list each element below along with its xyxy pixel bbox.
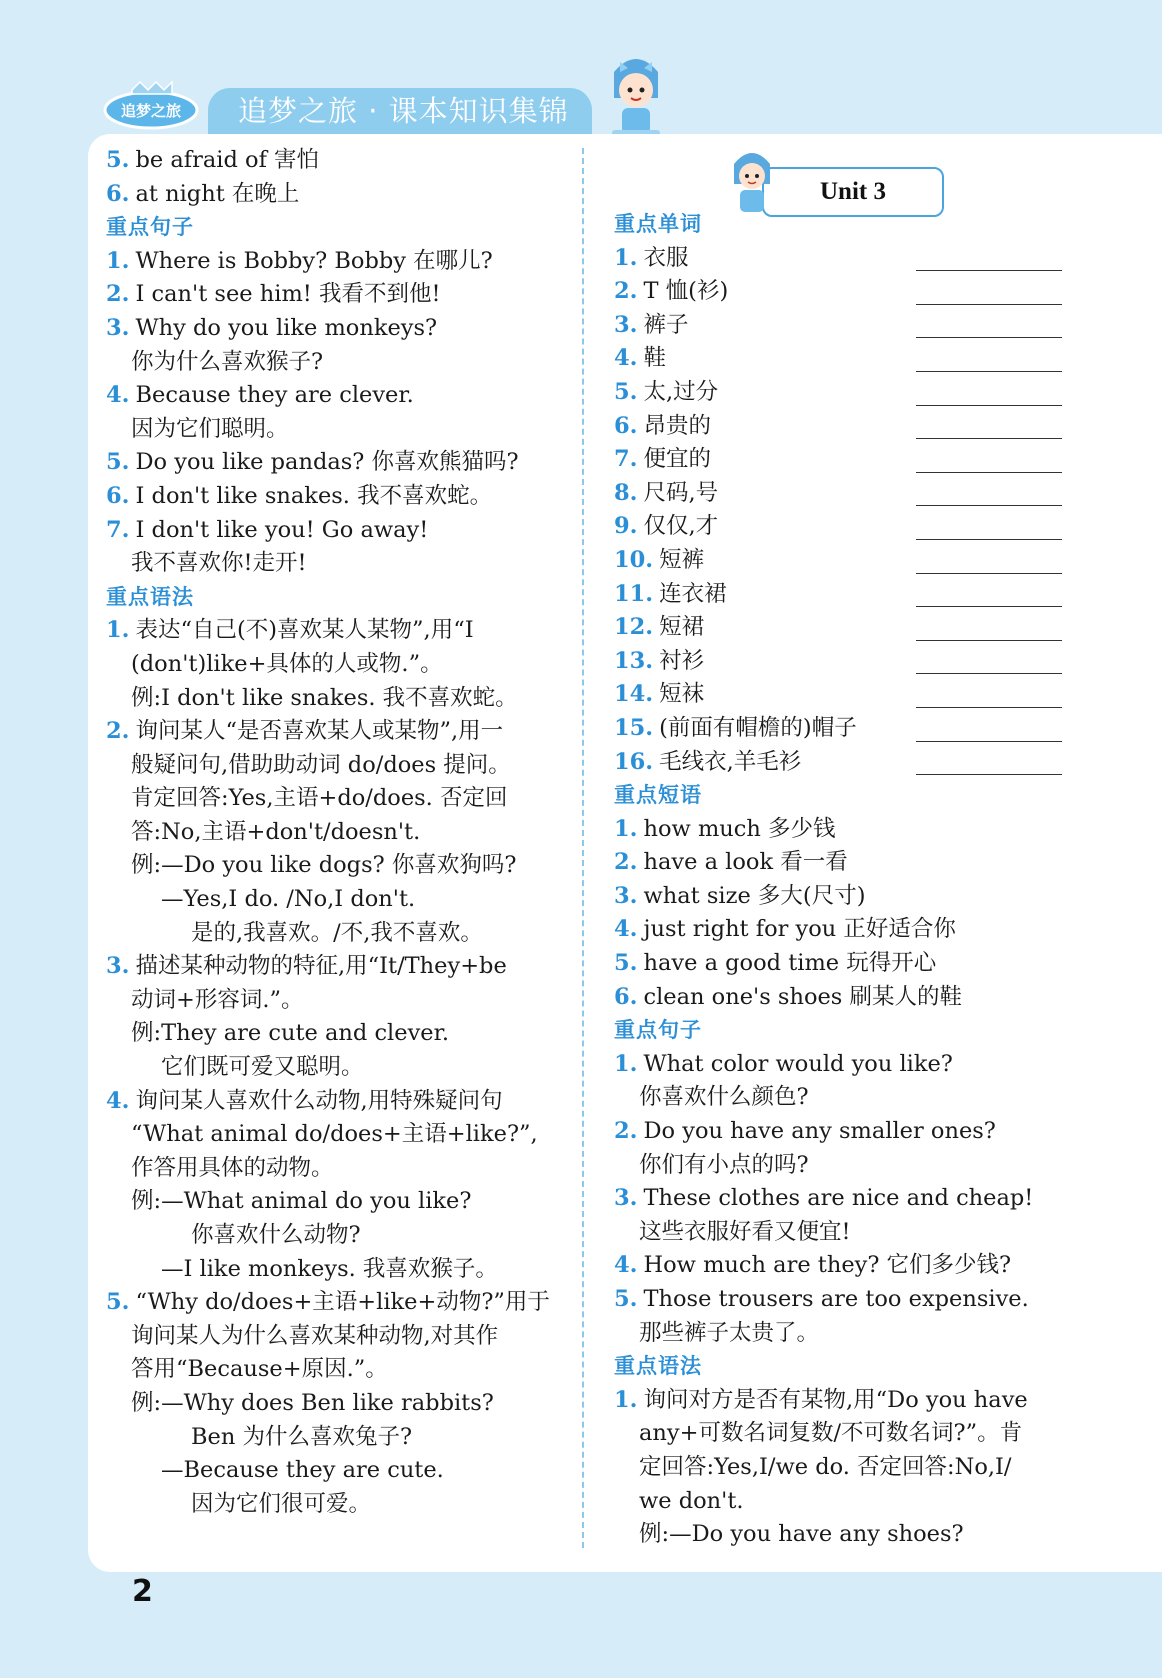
list-item [614, 981, 1062, 1015]
banner-title: 追梦之旅 · 课本知识集锦 [208, 88, 592, 134]
text-line: we don't. [639, 1487, 744, 1514]
item-number: 2. [614, 278, 638, 305]
vocab-item [614, 275, 1062, 309]
section-heading: 重点单词 [614, 212, 702, 236]
text-line: —I like monkeys. 我喜欢猴子。 [161, 1255, 498, 1282]
item-number: 3. [614, 1185, 638, 1212]
vocab-item [614, 611, 1062, 645]
item-number: 11. [614, 580, 654, 607]
logo-text: 追梦之旅 [120, 102, 182, 120]
item-number: 12. [614, 614, 654, 641]
answer-blank[interactable] [916, 371, 1062, 372]
item-number: 7. [614, 446, 638, 473]
item-number: 2. [106, 281, 130, 308]
list-item [106, 278, 558, 312]
item-number: 1. [106, 617, 130, 644]
item-text: 短裙 [659, 614, 705, 641]
item-text: I don't like you! Go away! [135, 516, 429, 543]
text-line: any+可数名词复数/不可数名词?”。肯 [639, 1420, 1023, 1447]
item-number: 1. [106, 247, 130, 274]
vocab-item [614, 342, 1062, 376]
answer-blank[interactable] [916, 774, 1062, 775]
grammar-item [614, 1384, 1062, 1418]
page-number: 2 [132, 1574, 153, 1609]
item-number: 5. [106, 449, 130, 476]
item-text: just right for you 正好适合你 [643, 916, 956, 943]
item-text: 短裤 [659, 546, 705, 573]
vocab-item [614, 578, 1062, 612]
vocab-item [614, 242, 1062, 276]
item-number: 4. [614, 345, 638, 372]
item-text: how much 多少钱 [643, 815, 836, 842]
item-text: 询问某人“是否喜欢某人或某物”,用一 [135, 718, 504, 745]
text-line: “What animal do/does+主语+like?”, [131, 1121, 538, 1148]
item-number: 5. [614, 950, 638, 977]
item-number: 1. [614, 815, 638, 842]
item-number: 3. [614, 311, 638, 338]
item-number: 9. [614, 513, 638, 540]
item-text: 裤子 [643, 311, 689, 338]
answer-blank[interactable] [916, 573, 1062, 574]
answer-blank[interactable] [916, 270, 1062, 271]
list-item [614, 1115, 1062, 1149]
list-item-cont: 因为它们聪明。 [131, 415, 289, 442]
text-line: 是的,我喜欢。/不,我不喜欢。 [191, 919, 483, 946]
list-item [614, 813, 1062, 847]
vocab-item [614, 376, 1062, 410]
item-text: 便宜的 [643, 446, 712, 473]
list-item [614, 947, 1062, 981]
list-item-cont: 你为什么喜欢猴子? [131, 348, 324, 375]
text-line: 定回答:Yes,I/we do. 否定回答:No,I/ [639, 1453, 1012, 1480]
item-number: 13. [614, 647, 654, 674]
item-number: 4. [614, 1252, 638, 1279]
list-item-cont: 那些裤子太贵了。 [639, 1319, 820, 1346]
list-item-cont: 我不喜欢你!走开! [131, 550, 307, 577]
item-number: 5. [106, 1289, 130, 1316]
item-number: 2. [106, 718, 130, 745]
list-item [614, 1283, 1062, 1317]
item-text: I don't like snakes. 我不喜欢蛇。 [135, 482, 493, 509]
text-line: 例:They are cute and clever. [131, 1020, 450, 1047]
list-item-cont: 这些衣服好看又便宜! [639, 1218, 851, 1245]
unit-title: Unit 3 [762, 167, 944, 217]
answer-blank[interactable] [916, 606, 1062, 607]
list-item [106, 379, 558, 413]
item-number: 2. [614, 849, 638, 876]
list-item [614, 1182, 1062, 1216]
section-heading: 重点短语 [614, 783, 702, 808]
text-line: 例:I don't like snakes. 我不喜欢蛇。 [131, 684, 518, 711]
text-line: 动词+形容词.”。 [131, 986, 304, 1013]
item-text: what size 多大(尺寸) [643, 882, 866, 909]
text-line: (don't)like+具体的人或物.”。 [131, 650, 443, 677]
section-heading: 重点语法 [106, 584, 194, 609]
item-number: 3. [106, 314, 130, 341]
item-text: Those trousers are too expensive. [643, 1286, 1029, 1312]
text-line: —Because they are cute. [161, 1457, 444, 1484]
item-number: 15. [614, 714, 654, 741]
list-item [614, 880, 1062, 914]
answer-blank[interactable] [916, 438, 1062, 439]
list-item [614, 1249, 1062, 1283]
list-item [106, 245, 558, 279]
item-text: “Why do/does+主语+like+动物?”用于 [135, 1289, 550, 1316]
item-text: 太,过分 [643, 378, 719, 405]
vocab-item [614, 678, 1062, 712]
answer-blank[interactable] [916, 337, 1062, 338]
item-number: 3. [106, 953, 130, 980]
item-text: 毛线衣,羊毛衫 [659, 748, 802, 775]
answer-blank[interactable] [916, 539, 1062, 540]
list-item-cont: 你们有小点的吗? [639, 1151, 809, 1178]
list-item [614, 913, 1062, 947]
grammar-item [106, 1286, 558, 1320]
left-column [106, 144, 558, 1521]
list-item [106, 312, 558, 346]
item-text: 短袜 [659, 681, 705, 708]
list-item [614, 1048, 1062, 1082]
item-text: 鞋 [643, 345, 667, 372]
answer-blank[interactable] [916, 472, 1062, 473]
mascot-icon [600, 52, 672, 140]
answer-blank[interactable] [916, 673, 1062, 674]
list-item [106, 446, 558, 480]
vocab-item [614, 410, 1062, 444]
item-text: Why do you like monkeys? [135, 314, 438, 341]
item-number: 4. [614, 916, 638, 943]
item-text: 仅仅,才 [643, 513, 719, 540]
item-number: 14. [614, 681, 654, 708]
grammar-item [106, 950, 558, 984]
text-line: 例:—Do you like dogs? 你喜欢狗吗? [131, 852, 517, 879]
text-line: 例:—Do you have any shoes? [639, 1521, 964, 1548]
item-text: 询问对方是否有某物,用“Do you have [643, 1386, 1028, 1413]
item-text: 衣服 [643, 244, 689, 271]
vocab-item [614, 746, 1062, 780]
item-text: 尺码,号 [643, 479, 719, 506]
item-text: 询问某人喜欢什么动物,用特殊疑问句 [135, 1087, 503, 1114]
item-number: 6. [106, 482, 130, 509]
item-number: 1. [614, 1050, 638, 1077]
answer-blank[interactable] [916, 505, 1062, 506]
item-text: (前面有帽檐的)帽子 [659, 714, 857, 741]
item-text: I can't see him! 我看不到他! [135, 281, 441, 308]
item-text: have a look 看一看 [643, 849, 848, 876]
text-line: 答用“Because+原因.”。 [131, 1356, 388, 1383]
text-line: 你喜欢什么动物? [191, 1222, 361, 1248]
answer-blank[interactable] [916, 640, 1062, 641]
text-line: 答:No,主语+don't/doesn't. [131, 818, 421, 845]
item-text: Do you have any smaller ones? [643, 1118, 996, 1145]
text-line: 询问某人为什么喜欢某种动物,对其作 [131, 1322, 499, 1349]
item-number: 5. [106, 147, 130, 173]
text-line: —Yes,I do. /No,I don't. [161, 886, 416, 913]
vocab-item [614, 544, 1062, 578]
vocab-item [614, 477, 1062, 511]
list-item [106, 178, 558, 212]
item-text: How much are they? 它们多少钱? [643, 1252, 1012, 1279]
text-line: 例:—Why does Ben like rabbits? [131, 1389, 494, 1416]
item-number: 1. [614, 244, 638, 271]
item-number: 5. [614, 1286, 638, 1312]
section-heading: 重点句子 [106, 215, 194, 240]
text-line: 因为它们很可爱。 [191, 1490, 372, 1517]
item-text: 连衣裙 [659, 580, 727, 607]
item-text: have a good time 玩得开心 [643, 950, 937, 977]
list-item [106, 514, 558, 548]
item-text: 表达“自己(不)喜欢某人某物”,用“I [135, 617, 474, 644]
item-number: 8. [614, 479, 638, 506]
item-text: These clothes are nice and cheap! [643, 1185, 1034, 1212]
vocab-item [614, 510, 1062, 544]
section-heading: 重点语法 [614, 1354, 702, 1379]
text-line: 肯定回答:Yes,主语+do/does. 否定回 [131, 785, 508, 812]
vocab-item [614, 309, 1062, 343]
grammar-item [106, 614, 558, 648]
item-text: T 恤(衫) [643, 278, 729, 305]
text-line: 作答用具体的动物。 [131, 1154, 334, 1181]
section-heading: 重点句子 [614, 1018, 702, 1043]
list-item-cont: 你喜欢什么颜色? [639, 1084, 809, 1111]
text-line: 例:—What animal do you like? [131, 1188, 472, 1215]
item-text: Where is Bobby? Bobby 在哪儿? [135, 247, 493, 274]
item-text: 衬衫 [659, 647, 705, 674]
answer-blank[interactable] [916, 405, 1062, 406]
item-number: 4. [106, 1087, 130, 1114]
item-number: 16. [614, 748, 654, 775]
right-column [614, 208, 1062, 1552]
item-number: 6. [614, 412, 638, 439]
item-number: 10. [614, 546, 654, 573]
text-line: 它们既可爱又聪明。 [161, 1054, 364, 1081]
item-text: Because they are clever. [135, 382, 414, 409]
item-text: Do you like pandas? 你喜欢熊猫吗? [135, 449, 519, 476]
answer-blank[interactable] [916, 741, 1062, 742]
item-text: clean one's shoes 刷某人的鞋 [643, 983, 963, 1010]
text-line: 般疑问句,借助助动词 do/does 提问。 [131, 751, 511, 778]
text-line: Ben 为什么喜欢兔子? [191, 1423, 413, 1450]
item-number: 3. [614, 882, 638, 909]
answer-blank[interactable] [916, 707, 1062, 708]
vocab-item [614, 712, 1062, 746]
vocab-item [614, 645, 1062, 679]
vocab-item [614, 443, 1062, 477]
answer-blank[interactable] [916, 304, 1062, 305]
item-text: be afraid of 害怕 [135, 147, 320, 173]
item-text: at night 在晚上 [135, 180, 300, 207]
list-item [106, 480, 558, 514]
grammar-item [106, 715, 558, 749]
item-text: 昂贵的 [643, 412, 712, 439]
logo [102, 80, 200, 132]
item-number: 4. [106, 382, 130, 409]
item-number: 5. [614, 378, 638, 405]
item-number: 2. [614, 1118, 638, 1145]
item-text: What color would you like? [643, 1050, 953, 1077]
list-item [614, 846, 1062, 880]
column-divider [582, 148, 584, 1548]
item-number: 6. [614, 983, 638, 1010]
item-number: 1. [614, 1386, 638, 1413]
grammar-item [106, 1085, 558, 1119]
item-text: 描述某种动物的特征,用“It/They+be [135, 953, 507, 980]
list-item [106, 144, 558, 178]
item-number: 7. [106, 516, 130, 543]
item-number: 6. [106, 180, 130, 207]
